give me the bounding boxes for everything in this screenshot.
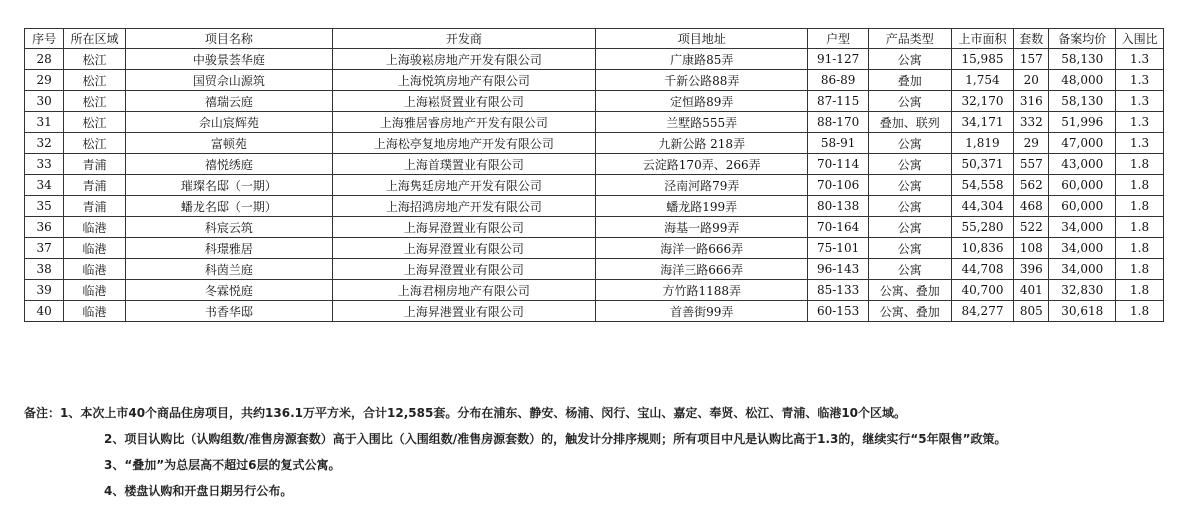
table-cell: 43,000 bbox=[1049, 154, 1116, 175]
table-cell: 29 bbox=[25, 70, 64, 91]
table-cell: 87-115 bbox=[808, 91, 869, 112]
table-cell: 上海骏崧房地产开发有限公司 bbox=[332, 49, 595, 70]
column-header: 户型 bbox=[808, 29, 869, 49]
table-row bbox=[25, 280, 1164, 301]
table-row bbox=[25, 259, 1164, 280]
table-cell: 108 bbox=[1014, 238, 1049, 259]
table-body bbox=[25, 49, 1164, 322]
table-cell: 松江 bbox=[64, 70, 126, 91]
table-cell: 316 bbox=[1014, 91, 1049, 112]
table-cell: 上海悦筑房地产有限公司 bbox=[332, 70, 595, 91]
table-cell: 叠加 bbox=[868, 70, 951, 91]
table-cell: 75-101 bbox=[808, 238, 869, 259]
table-cell: 松江 bbox=[64, 133, 126, 154]
table-cell: 公寓 bbox=[868, 175, 951, 196]
table-cell: 70-106 bbox=[808, 175, 869, 196]
table-cell: 40 bbox=[25, 301, 64, 322]
table-cell: 青浦 bbox=[64, 154, 126, 175]
table-row bbox=[25, 196, 1164, 217]
table-cell: 1.8 bbox=[1116, 154, 1164, 175]
table-cell: 冬霖悦庭 bbox=[125, 280, 332, 301]
table-cell: 85-133 bbox=[808, 280, 869, 301]
table-cell: 55,280 bbox=[951, 217, 1014, 238]
table-cell: 44,708 bbox=[951, 259, 1014, 280]
table-cell: 公寓 bbox=[868, 133, 951, 154]
table-cell: 28 bbox=[25, 49, 64, 70]
table-cell: 60,000 bbox=[1049, 175, 1116, 196]
table-cell: 86-89 bbox=[808, 70, 869, 91]
table-cell: 公寓 bbox=[868, 154, 951, 175]
table-cell: 上海崧贤置业有限公司 bbox=[332, 91, 595, 112]
table-cell: 32,830 bbox=[1049, 280, 1116, 301]
table-cell: 兰墅路555弄 bbox=[596, 112, 808, 133]
table-cell: 36 bbox=[25, 217, 64, 238]
table-cell: 松江 bbox=[64, 112, 126, 133]
table-cell: 科璟雅居 bbox=[125, 238, 332, 259]
table-cell: 80-138 bbox=[808, 196, 869, 217]
column-header: 套数 bbox=[1014, 29, 1049, 49]
table-cell: 临港 bbox=[64, 280, 126, 301]
table-cell: 557 bbox=[1014, 154, 1049, 175]
table-cell: 禧悦绣庭 bbox=[125, 154, 332, 175]
table-cell: 44,304 bbox=[951, 196, 1014, 217]
table-cell: 上海招鸿房地产开发有限公司 bbox=[332, 196, 595, 217]
table-cell: 上海君栩房地产有限公司 bbox=[332, 280, 595, 301]
table-cell: 58,130 bbox=[1049, 91, 1116, 112]
table-cell: 上海雅居睿房地产开发有限公司 bbox=[332, 112, 595, 133]
table-cell: 32,170 bbox=[951, 91, 1014, 112]
table-cell: 上海首璞置业有限公司 bbox=[332, 154, 595, 175]
table-cell: 34 bbox=[25, 175, 64, 196]
table-cell: 公寓、叠加 bbox=[868, 280, 951, 301]
table-row bbox=[25, 238, 1164, 259]
table-row bbox=[25, 70, 1164, 91]
column-header: 备案均价 bbox=[1049, 29, 1116, 49]
column-header: 序号 bbox=[25, 29, 64, 49]
table-cell: 上海松亭复地房地产开发有限公司 bbox=[332, 133, 595, 154]
table-cell: 805 bbox=[1014, 301, 1049, 322]
table-cell: 松江 bbox=[64, 91, 126, 112]
table-cell: 51,996 bbox=[1049, 112, 1116, 133]
table-cell: 公寓 bbox=[868, 49, 951, 70]
table-cell: 34,171 bbox=[951, 112, 1014, 133]
table-cell: 31 bbox=[25, 112, 64, 133]
table-cell: 70-114 bbox=[808, 154, 869, 175]
table-row bbox=[25, 112, 1164, 133]
table-cell: 157 bbox=[1014, 49, 1049, 70]
table-cell: 1.8 bbox=[1116, 238, 1164, 259]
table-cell: 396 bbox=[1014, 259, 1049, 280]
table-cell: 15,985 bbox=[951, 49, 1014, 70]
note-2: 2、项目认购比（认购组数/准售房源套数）高于入围比（入围组数/准售房源套数）的，触发计分排序规则；所有项目中凡是认购比高于1.3的，继续实行“5年限售”政策。 bbox=[104, 432, 1007, 446]
table-cell: 国贸佘山源筑 bbox=[125, 70, 332, 91]
table-cell: 临港 bbox=[64, 217, 126, 238]
table-cell: 38 bbox=[25, 259, 64, 280]
table-cell: 1.8 bbox=[1116, 175, 1164, 196]
table-cell: 临港 bbox=[64, 238, 126, 259]
table-cell: 40,700 bbox=[951, 280, 1014, 301]
table-cell: 37 bbox=[25, 238, 64, 259]
table-cell: 1,819 bbox=[951, 133, 1014, 154]
table-cell: 公寓、叠加 bbox=[868, 301, 951, 322]
column-header: 项目地址 bbox=[596, 29, 808, 49]
table-cell: 58,130 bbox=[1049, 49, 1116, 70]
table-cell: 公寓 bbox=[868, 91, 951, 112]
table-cell: 临港 bbox=[64, 259, 126, 280]
table-cell: 方竹路1188弄 bbox=[596, 280, 808, 301]
table-cell: 332 bbox=[1014, 112, 1049, 133]
table-cell: 47,000 bbox=[1049, 133, 1116, 154]
column-header: 所在区域 bbox=[64, 29, 126, 49]
table-cell: 佘山宸辉苑 bbox=[125, 112, 332, 133]
table-cell: 29 bbox=[1014, 133, 1049, 154]
table-cell: 叠加、联列 bbox=[868, 112, 951, 133]
table-cell: 39 bbox=[25, 280, 64, 301]
table-cell: 30,618 bbox=[1049, 301, 1116, 322]
table-cell: 璀璨名邸（一期） bbox=[125, 175, 332, 196]
table-cell: 科宸云筑 bbox=[125, 217, 332, 238]
table-cell: 35 bbox=[25, 196, 64, 217]
table-cell: 1.8 bbox=[1116, 280, 1164, 301]
table-cell: 10,836 bbox=[951, 238, 1014, 259]
table-cell: 公寓 bbox=[868, 217, 951, 238]
table-cell: 青浦 bbox=[64, 196, 126, 217]
table-cell: 公寓 bbox=[868, 259, 951, 280]
table-cell: 1.8 bbox=[1116, 259, 1164, 280]
note-4: 4、楼盘认购和开盘日期另行公布。 bbox=[104, 484, 293, 498]
table-cell: 32 bbox=[25, 133, 64, 154]
table-cell: 70-164 bbox=[808, 217, 869, 238]
table-cell: 1.8 bbox=[1116, 301, 1164, 322]
table-cell: 书香华邸 bbox=[125, 301, 332, 322]
table-cell: 1.3 bbox=[1116, 112, 1164, 133]
table-cell: 公寓 bbox=[868, 238, 951, 259]
table-cell: 千新公路88弄 bbox=[596, 70, 808, 91]
column-header: 上市面积 bbox=[951, 29, 1014, 49]
table-cell: 海洋三路666弄 bbox=[596, 259, 808, 280]
table-cell: 广康路85弄 bbox=[596, 49, 808, 70]
table-row bbox=[25, 301, 1164, 322]
table-cell: 上海昇澄置业有限公司 bbox=[332, 238, 595, 259]
table-cell: 禧瑞云庭 bbox=[125, 91, 332, 112]
table-cell: 30 bbox=[25, 91, 64, 112]
table-cell: 20 bbox=[1014, 70, 1049, 91]
table-cell: 33 bbox=[25, 154, 64, 175]
table-cell: 54,558 bbox=[951, 175, 1014, 196]
table-cell: 蟠龙路199弄 bbox=[596, 196, 808, 217]
table-cell: 科茵兰庭 bbox=[125, 259, 332, 280]
table-cell: 富顿苑 bbox=[125, 133, 332, 154]
table-cell: 临港 bbox=[64, 301, 126, 322]
table-cell: 首善街99弄 bbox=[596, 301, 808, 322]
table-cell: 九新公路 218弄 bbox=[596, 133, 808, 154]
note-1: 备注：1、本次上市40个商品住房项目，共约136.1万平方米，合计12,585套。分布在浦东、静安、杨浦、闵行、宝山、嘉定、奉贤、松江、青浦、临港10个区域。 bbox=[24, 406, 907, 420]
table-cell: 50,371 bbox=[951, 154, 1014, 175]
table-cell: 34,000 bbox=[1049, 238, 1116, 259]
table-cell: 60,000 bbox=[1049, 196, 1116, 217]
table-cell: 48,000 bbox=[1049, 70, 1116, 91]
column-header: 项目名称 bbox=[125, 29, 332, 49]
table-cell: 84,277 bbox=[951, 301, 1014, 322]
table-cell: 海基一路99弄 bbox=[596, 217, 808, 238]
table-cell: 上海隽廷房地产开发有限公司 bbox=[332, 175, 595, 196]
table-cell: 海洋一路666弄 bbox=[596, 238, 808, 259]
table-cell: 定恒路89弄 bbox=[596, 91, 808, 112]
table-row bbox=[25, 217, 1164, 238]
table-cell: 1.3 bbox=[1116, 91, 1164, 112]
table-row bbox=[25, 91, 1164, 112]
table-row bbox=[25, 49, 1164, 70]
table-cell: 中骏景荟华庭 bbox=[125, 49, 332, 70]
table-cell: 91-127 bbox=[808, 49, 869, 70]
table-cell: 松江 bbox=[64, 49, 126, 70]
table-row bbox=[25, 133, 1164, 154]
table-row bbox=[25, 154, 1164, 175]
project-table bbox=[24, 28, 1164, 322]
table-cell: 云淀路170弄、266弄 bbox=[596, 154, 808, 175]
column-header: 产品类型 bbox=[868, 29, 951, 49]
table-cell: 上海昇澄置业有限公司 bbox=[332, 217, 595, 238]
table-cell: 1.3 bbox=[1116, 70, 1164, 91]
table-cell: 1.8 bbox=[1116, 217, 1164, 238]
table-cell: 96-143 bbox=[808, 259, 869, 280]
table-cell: 1.3 bbox=[1116, 49, 1164, 70]
table-cell: 1.3 bbox=[1116, 133, 1164, 154]
table-row bbox=[25, 175, 1164, 196]
table-cell: 1,754 bbox=[951, 70, 1014, 91]
table-cell: 上海昇澄置业有限公司 bbox=[332, 259, 595, 280]
table-cell: 88-170 bbox=[808, 112, 869, 133]
table-cell: 公寓 bbox=[868, 196, 951, 217]
table-cell: 34,000 bbox=[1049, 259, 1116, 280]
table-cell: 522 bbox=[1014, 217, 1049, 238]
table-cell: 上海昇港置业有限公司 bbox=[332, 301, 595, 322]
table-cell: 401 bbox=[1014, 280, 1049, 301]
note-3: 3、“叠加”为总层高不超过6层的复式公寓。 bbox=[104, 458, 341, 472]
table-cell: 1.8 bbox=[1116, 196, 1164, 217]
table-cell: 泾南河路79弄 bbox=[596, 175, 808, 196]
table-cell: 58-91 bbox=[808, 133, 869, 154]
column-header: 入围比 bbox=[1116, 29, 1164, 49]
table-cell: 60-153 bbox=[808, 301, 869, 322]
table-header-row bbox=[25, 29, 1164, 49]
table-cell: 青浦 bbox=[64, 175, 126, 196]
table-cell: 34,000 bbox=[1049, 217, 1116, 238]
table-cell: 562 bbox=[1014, 175, 1049, 196]
table-cell: 468 bbox=[1014, 196, 1049, 217]
table-cell: 蟠龙名邸（一期） bbox=[125, 196, 332, 217]
column-header: 开发商 bbox=[332, 29, 595, 49]
